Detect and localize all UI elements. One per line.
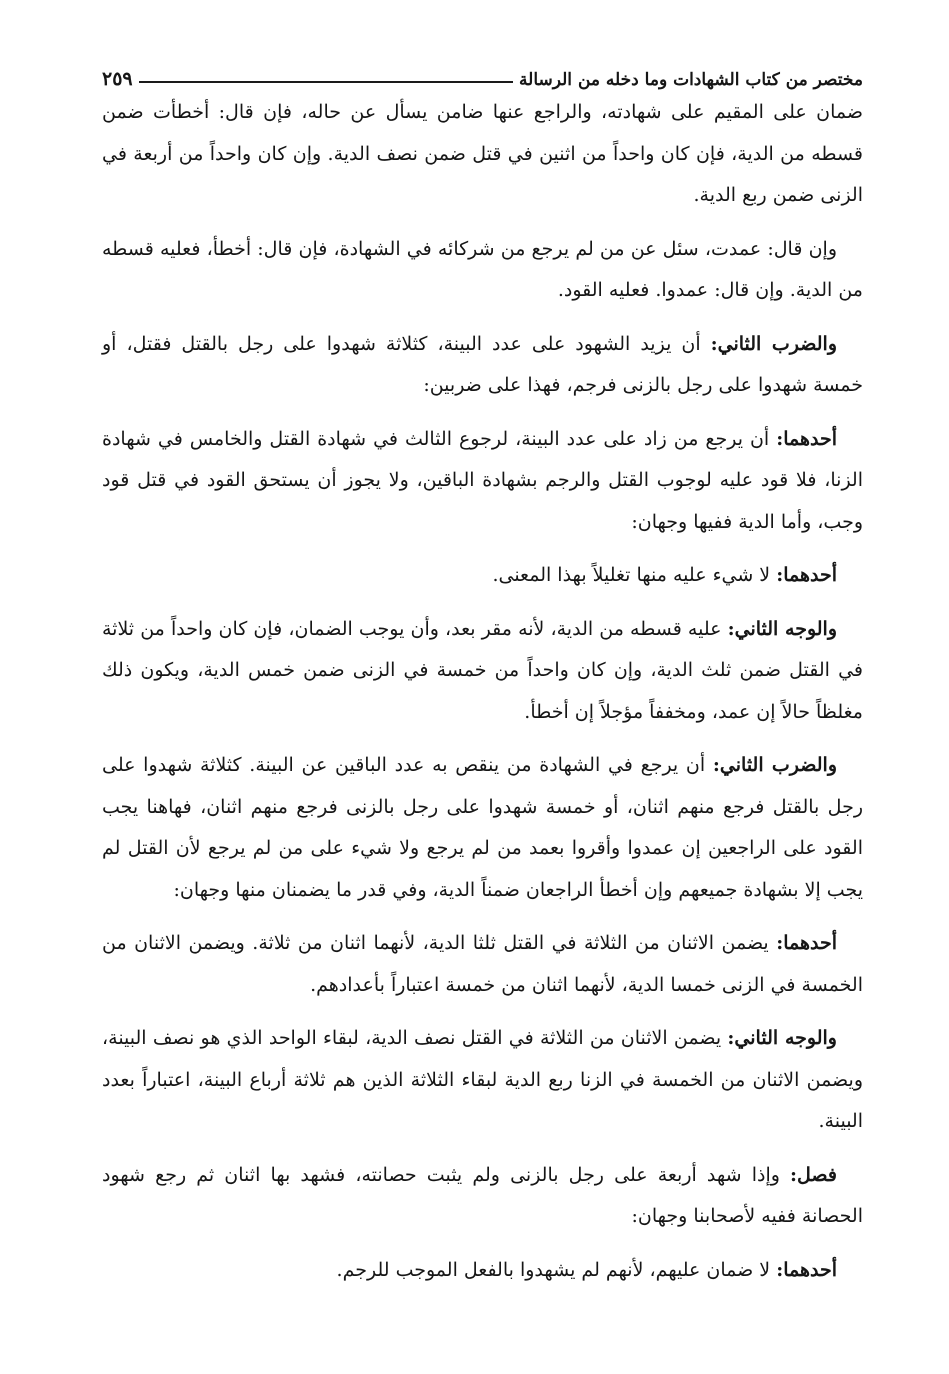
paragraph-heading: والضرب الثاني: [712,754,837,776]
paragraph [102,229,863,312]
header-rule [139,81,513,83]
paragraph [102,324,863,407]
page-number: ٢٥٩ [102,68,133,90]
paragraph-heading: والوجه الثاني: [727,617,837,640]
paragraph [102,1250,863,1292]
paragraph-text: وإن قال: عمدت، سئل عن من لم يرجع من شركائه في الشهادة، فإن قال: أخطأ، فعليه قسطه من الدية. وإن قال: عمدوا. فعليه القود. [102,237,863,301]
paragraph-heading: والضرب الثاني: [710,332,838,355]
paragraph-text: أن يزيد الشهود على عدد البينة، كثلاثة شهدوا على رجل بالقتل فقتل، أو خمسة شهدوا على رجل بالزنى فرجم، فهذا على ضربين: [102,332,863,396]
paragraph [102,92,863,217]
header-title: مختصر من كتاب الشهادات وما دخله من الرسالة [519,70,863,90]
paragraph-text: لا ضمان عليهم، لأنهم لم يشهدوا بالفعل الموجب للرجم. [336,1258,777,1281]
paragraph-heading: والوجه الثاني: [727,1027,837,1049]
running-header [102,60,863,90]
paragraph [102,1018,863,1143]
paragraph-heading: فصل: [790,1163,837,1186]
paragraph-text: أن يرجع من زاد على عدد البينة، لرجوع الثالث في شهادة القتل والخامس في شهادة الزنا، فلا قود عليه لوجوب القتل والرجم بشهادة الباقين، ولا يجوز أن يستحق القود في قتل قود وجب، وأما الدية ففيها وجهان: [102,427,863,533]
paragraph [102,745,863,911]
paragraph-text: يضمن الاثنان من الثلاثة في القتل ثلثا الدية، لأنهما اثنان من ثلاثة. ويضمن الاثنان من الخمسة في الزنى خمسا الدية، لأنهما اثنان من خمسة اعتباراً بأعدادهم. [102,932,863,996]
paragraph [102,923,863,1006]
paragraph-heading: أحدهما: [776,564,837,586]
paragraph-heading: أحدهما: [776,427,837,450]
paragraph [102,419,863,544]
paragraph-heading: أحدهما: [776,932,837,954]
page-body [102,92,863,1291]
paragraph-text: عليه قسطه من الدية، لأنه مقر بعد، وأن يوجب الضمان، فإن كان واحداً من ثلاثة في القتل ضمن ثلث الدية، وإن كان واحداً من خمسة في الزنى ضمن خمس الدية، ويكون ذلك مغلظاً حالاً إن عمد، ومخففاً مؤجلاً إن أخطأ. [102,617,863,723]
paragraph-text: أن يرجع في الشهادة من ينقص به عدد الباقين عن البينة. كثلاثة شهدوا على رجل بالقتل فرجع منهم اثنان، أو خمسة شهدوا على رجل بالزنى فرجع منهم اثنان، فهاهنا يجب القود على الراجعين إن عمدوا وأقروا بعمد من لم يرجع ولا شيء على من لم يرجع لأن القتل لم يجب إلا بشهادة جميعهم وإن أخطأ الراجعان ضمناً الدية، وفي قدر ما يضمنان منها وجهان: [102,754,863,901]
paragraph-text: ضمان على المقيم على شهادته، والراجع عنها ضامن يسأل عن حاله، فإن قال: أخطأت ضمن قسطه من الدية، فإن كان واحداً من اثنين في قتل ضمن نصف الدية. وإن كان واحداً من أربعة في الزنى ضمن ربع الدية. [102,101,863,206]
paragraph [102,609,863,734]
paragraph [102,1155,863,1238]
paragraph-text: وإذا شهد أربعة على رجل بالزنى ولم يثبت حصانته، فشهد بها اثنان ثم رجع شهود الحصانة ففيه لأصحابنا وجهان: [102,1163,863,1227]
paragraph [102,555,863,597]
paragraph-heading: أحدهما: [776,1258,837,1281]
paragraph-text: يضمن الاثنان من الثلاثة في القتل نصف الدية، لبقاء الواحد الذي هو نصف البينة، ويضمن الاثنان من الخمسة في الزنا ربع الدية لبقاء الثلاثة الذين هم ثلاثة أرباع البينة، اعتباراً بعدد البينة. [102,1027,863,1132]
paragraph-text: لا شيء عليه منها تغليلاً بهذا المعنى. [492,564,777,586]
